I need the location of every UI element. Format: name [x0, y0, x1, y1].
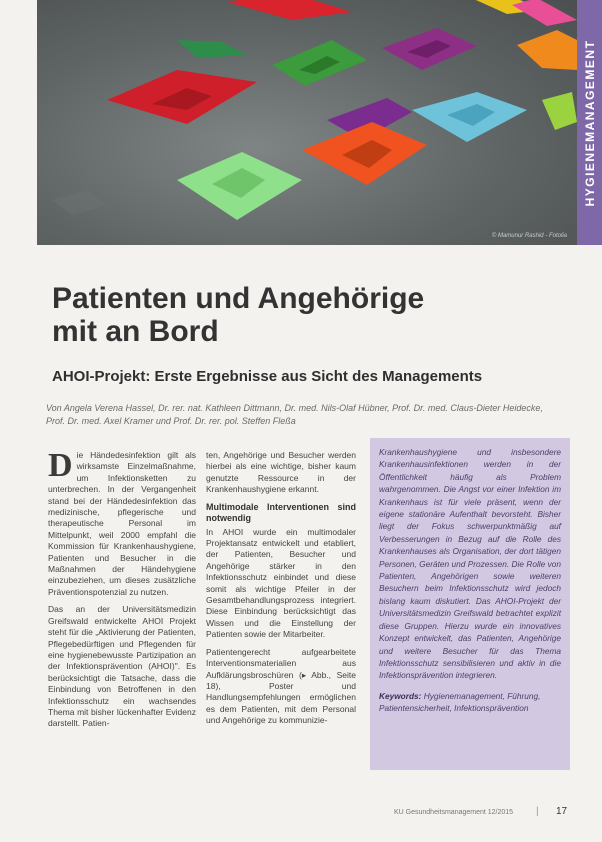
page-footer [394, 806, 574, 820]
paragraph [48, 450, 196, 598]
abstract-box [370, 438, 570, 770]
article-authors: Von Angela Verena Hassel, Dr. rer. nat. Kathleen Dittmann, Dr. med. Nils-Olaf Hübner, Prof. Dr. med. Claus-Dieter Heidecke, Prof. Dr. med. Axel Kramer und Prof. Dr. rer. pol. Steffen Fleßa [46, 403, 543, 426]
article-subtitle: AHOI-Projekt: Erste Ergebnisse aus Sicht des Managements [52, 368, 483, 385]
keywords-list: Hygienemanagement, Führung, Patientensicherheit, Infektionsprävention [379, 690, 541, 714]
title-line-2: mit an Bord [52, 315, 219, 348]
paragraph-text: ie Händedesinfektion gilt als wirksamste Einzelmaßnahme, um Infektionsketten zu unterbrechen. In der Vergangenheit stand bei der Händedesinfektion das medizinische, pflegerische und therapeutische Personal im Mittelpunkt, weil 2000 empfahl die Kommission für Krankenhaushygiene, Patienten und Besucher in die Maßnahmen der Händehygiene einzubeziehen, um dieses zusätzliche Präventionspotenzial zu nutzen. [48, 450, 196, 597]
keywords-label: Keywords: [379, 690, 422, 701]
paragraph: In AHOI wurde ein multimodaler Projektansatz entwickelt und etabliert, der Patienten, Besucher und Angehörige stärker in den Infektionsschutz einbindet und diese somit als wichtige Pfeiler in der Gesamtbehandlungsprozess integriert. Diese Einbindung berücksichtigt das Wissen und die Einstellung der Patienten sowie der Mitarbeiter. [206, 526, 356, 640]
title-line-1: Patienten und Angehörige [52, 282, 425, 315]
header-photo [37, 0, 577, 245]
body-column-2 [206, 450, 356, 780]
body-column-1 [48, 450, 196, 780]
section-tab [577, 0, 602, 245]
abstract-text: Krankenhaushygiene und insbesondere Krankenhausinfektionen werden in der Öffentlichkeit häufig als Problem wahrgenommen. Die Angst vor einer Infektion im Krankenhaus ist für viele präsent, wenn der eigene stationäre Aufenthalt bevorsteht. Bisher liegt der Fokus schwerpunktmäßig auf Verbesserungen in Bezug auf die Rolle des Krankenhauses als Organisation, der dort tätigen Personen, Geräten und Prozessen. Die Rolle von Patienten, Angehörigen sowie weiteren Besuchern beim Infektionsschutz wird jedoch bislang kaum diskutiert. Das AHOI-Projekt der Universitätsmedizin Greifswald betrachtet explizit diese Gruppen. Hierzu wurde ein innovatives Konzept entwickelt, das Patienten, Angehörige und weitere Besucher für das Thema Infektionsschutz sensibilisieren und aktiv in die Infektionsprävention integrieren. [379, 447, 561, 681]
footer-journal: KU Gesundheitsmanagement 12/2015 [394, 809, 514, 816]
keywords [370, 690, 570, 715]
paragraph: Das an der Universitätsmedizin Greifswald entwickelte AHOI Projekt steht für die „Aktivierung der Patienten, Pflegebedürftigen und Pflegenden für eine hygienebewusste Partizipation an der Infektionsprävention (AHOI)". Es berücksichtigt die Tatsache, dass die Einbindung von Betroffenen in den Infektionsschutz ein wachsendes Thema mit bisher lückenhafter Evidenz darstellt. Patien- [48, 604, 196, 729]
paragraph: ten, Angehörige und Besucher werden hierbei als eine wichtige, bisher kaum genutzte Ressource in der Krankenhaushygiene erkannt. [206, 450, 356, 495]
paper-boats-illustration [37, 0, 577, 245]
footer-separator: | [536, 806, 539, 817]
section-tab-label: HYGIENEMANAGEMENT [582, 39, 597, 206]
article-title [52, 282, 552, 348]
photo-credit: © Mamunur Rashid - Fotolia [491, 233, 567, 239]
drop-cap: D [48, 450, 73, 484]
paragraph: Patientengerecht aufgearbeitete Interventionsmaterialien aus Aufklärungsbroschüren (▸ Abb., Seite 18), Poster und Handlungsempfehlungen ermöglichen es dem Patienten, mit dem Personal und Angehörige zu kommunizie- [206, 646, 356, 726]
section-heading: Multimodale Interventionen sind notwendig [206, 501, 356, 523]
page-number: 17 [556, 806, 568, 817]
